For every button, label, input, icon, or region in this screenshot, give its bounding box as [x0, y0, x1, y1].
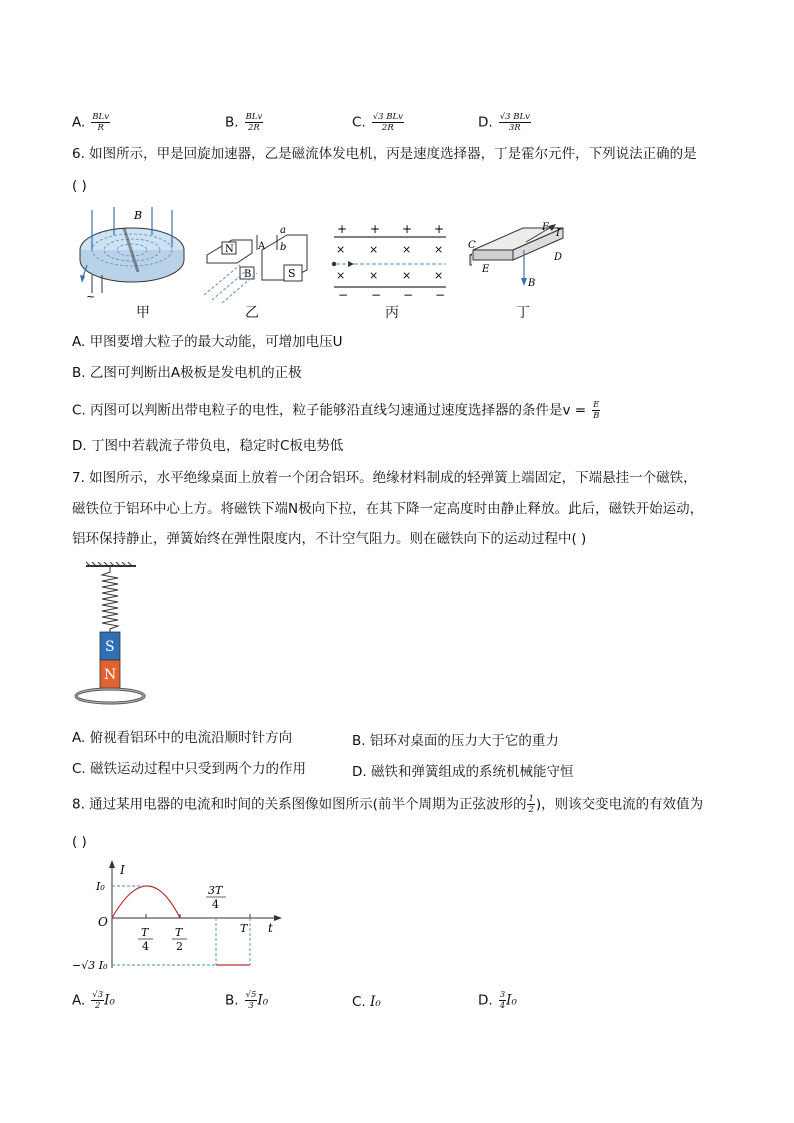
q6-blank: ( ) — [72, 178, 87, 194]
svg-text:+: + — [402, 222, 413, 236]
q8-option-c: C. I₀ — [352, 994, 381, 1010]
svg-text:−: − — [435, 288, 446, 302]
svg-text:I₀: I₀ — [96, 880, 105, 893]
svg-text:+: + — [370, 222, 381, 236]
svg-text:C: C — [468, 240, 476, 251]
svg-text:×: × — [369, 269, 379, 282]
q7-spring-magnet-figure — [72, 562, 162, 710]
fraction: $\frac{E}{B}$ — [593, 400, 600, 421]
svg-text:A: A — [258, 241, 266, 252]
fraction: $\frac{√5}{3}$ — [245, 990, 257, 1011]
option-letter: B. — [225, 114, 239, 131]
svg-text:B: B — [244, 269, 252, 280]
option-letter: A. — [72, 114, 86, 131]
caption-yi: 乙 — [245, 305, 259, 321]
option-letter: D. — [478, 114, 493, 131]
svg-text:S: S — [288, 267, 296, 280]
svg-text:3T: 3T — [208, 884, 223, 897]
q5-option-c — [352, 112, 404, 133]
fraction: $\frac{1}{2}$ — [528, 794, 534, 815]
svg-text:S: S — [105, 639, 115, 655]
svg-text:×: × — [336, 243, 346, 256]
fraction: $\frac{3}{4}$ — [499, 990, 506, 1011]
svg-text:+: + — [337, 222, 348, 236]
q8-option-b: B. $\frac{√5}{3}$ I₀ — [225, 990, 269, 1011]
svg-text:×: × — [434, 243, 444, 256]
fraction: $\frac{\text{BLv}}{2R}$ — [245, 112, 263, 133]
fraction: $\frac{\text{BLv}}{R}$ — [92, 112, 109, 133]
q7-stem-line1: 7. 如图所示，水平绝缘桌面上放着一个闭合铝环。绝缘材料制成的轻弹簧上端固定，下端悬挂一个磁铁， — [72, 470, 697, 486]
fraction: $\frac{√3}{2}$ — [92, 990, 104, 1011]
q6-option-d: D. 丁图中若载流子带负电，稳定时C板电势低 — [72, 438, 344, 454]
q8-stem: 8. 通过某用电器的电流和时间的关系图像如图所示(前半个周期为正弦波形的 $\frac{1}{2}$ )，则该交变电流的有效值为 — [72, 794, 704, 815]
svg-text:T: T — [141, 926, 149, 939]
svg-text:−: − — [371, 288, 382, 302]
svg-text:~: ~ — [86, 290, 96, 303]
q7-stem-line3: 铝环保持静止，弹簧始终在弹性限度内，不计空气阻力。则在磁铁向下的运动过程中( ) — [72, 531, 587, 547]
svg-text:D: D — [554, 252, 563, 263]
q6-stem: 6. 如图所示，甲是回旋加速器，乙是磁流体发电机，丙是速度选择器，丁是霍尔元件，下列说法正确的是 — [72, 146, 697, 162]
q5-option-d — [478, 112, 531, 133]
svg-text:O: O — [98, 915, 108, 929]
svg-text:×: × — [402, 243, 412, 256]
q7-option-b: B. 铝环对桌面的压力大于它的重力 — [352, 733, 559, 749]
q6-option-c: C. 丙图可以判断出带电粒子的电性，粒子能够沿直线匀速通过速度选择器的条件是v = $\frac{E}{B}$ — [72, 400, 600, 421]
q6-option-a: A. 甲图要增大粒子的最大动能，可增加电压U — [72, 334, 343, 350]
svg-text:B: B — [134, 209, 143, 222]
q8-current-graph — [72, 860, 292, 975]
caption-jia: 甲 — [136, 305, 150, 321]
svg-text:E: E — [482, 264, 490, 275]
svg-text:×: × — [336, 269, 346, 282]
svg-text:B: B — [528, 278, 536, 289]
svg-text:t: t — [268, 921, 273, 935]
q5-option-b — [225, 112, 263, 133]
q6-option-b: B. 乙图可判断出A极板是发电机的正极 — [72, 365, 302, 381]
svg-text:×: × — [369, 243, 379, 256]
svg-text:2: 2 — [176, 940, 183, 953]
caption-ding: 丁 — [516, 305, 530, 321]
svg-text:F: F — [542, 222, 549, 233]
option-letter: C. — [352, 114, 366, 131]
q7-stem-line2: 磁铁位于铝环中心上方。将磁铁下端N极向下拉，在其下降一定高度时由静止释放。此后，磁铁开始运动， — [72, 501, 704, 517]
cyclotron-figure — [80, 207, 184, 303]
svg-text:T: T — [240, 922, 248, 935]
q5-option-a — [72, 112, 110, 133]
svg-text:b: b — [280, 242, 287, 253]
svg-text:a: a — [280, 225, 286, 236]
svg-text:×: × — [434, 269, 444, 282]
svg-text:×: × — [402, 269, 412, 282]
q7-option-a: A. 俯视看铝环中的电流沿顺时针方向 — [72, 730, 293, 746]
svg-text:I: I — [120, 863, 125, 877]
fraction: $\frac{\text{√3 BLv}}{2R}$ — [372, 112, 403, 133]
svg-text:−: − — [403, 288, 414, 302]
q8-option-d: D. $\frac{3}{4}$ I₀ — [478, 990, 517, 1011]
svg-text:I: I — [556, 228, 560, 239]
svg-text:N: N — [225, 244, 234, 255]
svg-text:T: T — [175, 926, 183, 939]
q6-figures — [72, 205, 472, 325]
fraction: $\frac{\text{√3 BLv}}{3R}$ — [499, 112, 530, 133]
svg-text:+: + — [434, 222, 445, 236]
svg-text:4: 4 — [212, 898, 219, 911]
q8-blank: ( ) — [72, 834, 87, 850]
svg-text:−√3 I₀: −√3 I₀ — [72, 959, 108, 972]
velocity-selector-figure — [332, 222, 446, 302]
svg-text:−: − — [338, 288, 349, 302]
svg-text:4: 4 — [142, 940, 149, 953]
q8-option-a: A. $\frac{√3}{2}$ I₀ — [72, 990, 115, 1011]
q7-option-d: D. 磁铁和弹簧组成的系统机械能守恒 — [352, 764, 574, 780]
caption-bing: 丙 — [385, 305, 399, 321]
mhd-generator-figure — [204, 225, 307, 303]
hall-element — [468, 220, 578, 300]
svg-text:N: N — [104, 667, 117, 683]
q7-option-c: C. 磁铁运动过程中只受到两个力的作用 — [72, 761, 307, 777]
